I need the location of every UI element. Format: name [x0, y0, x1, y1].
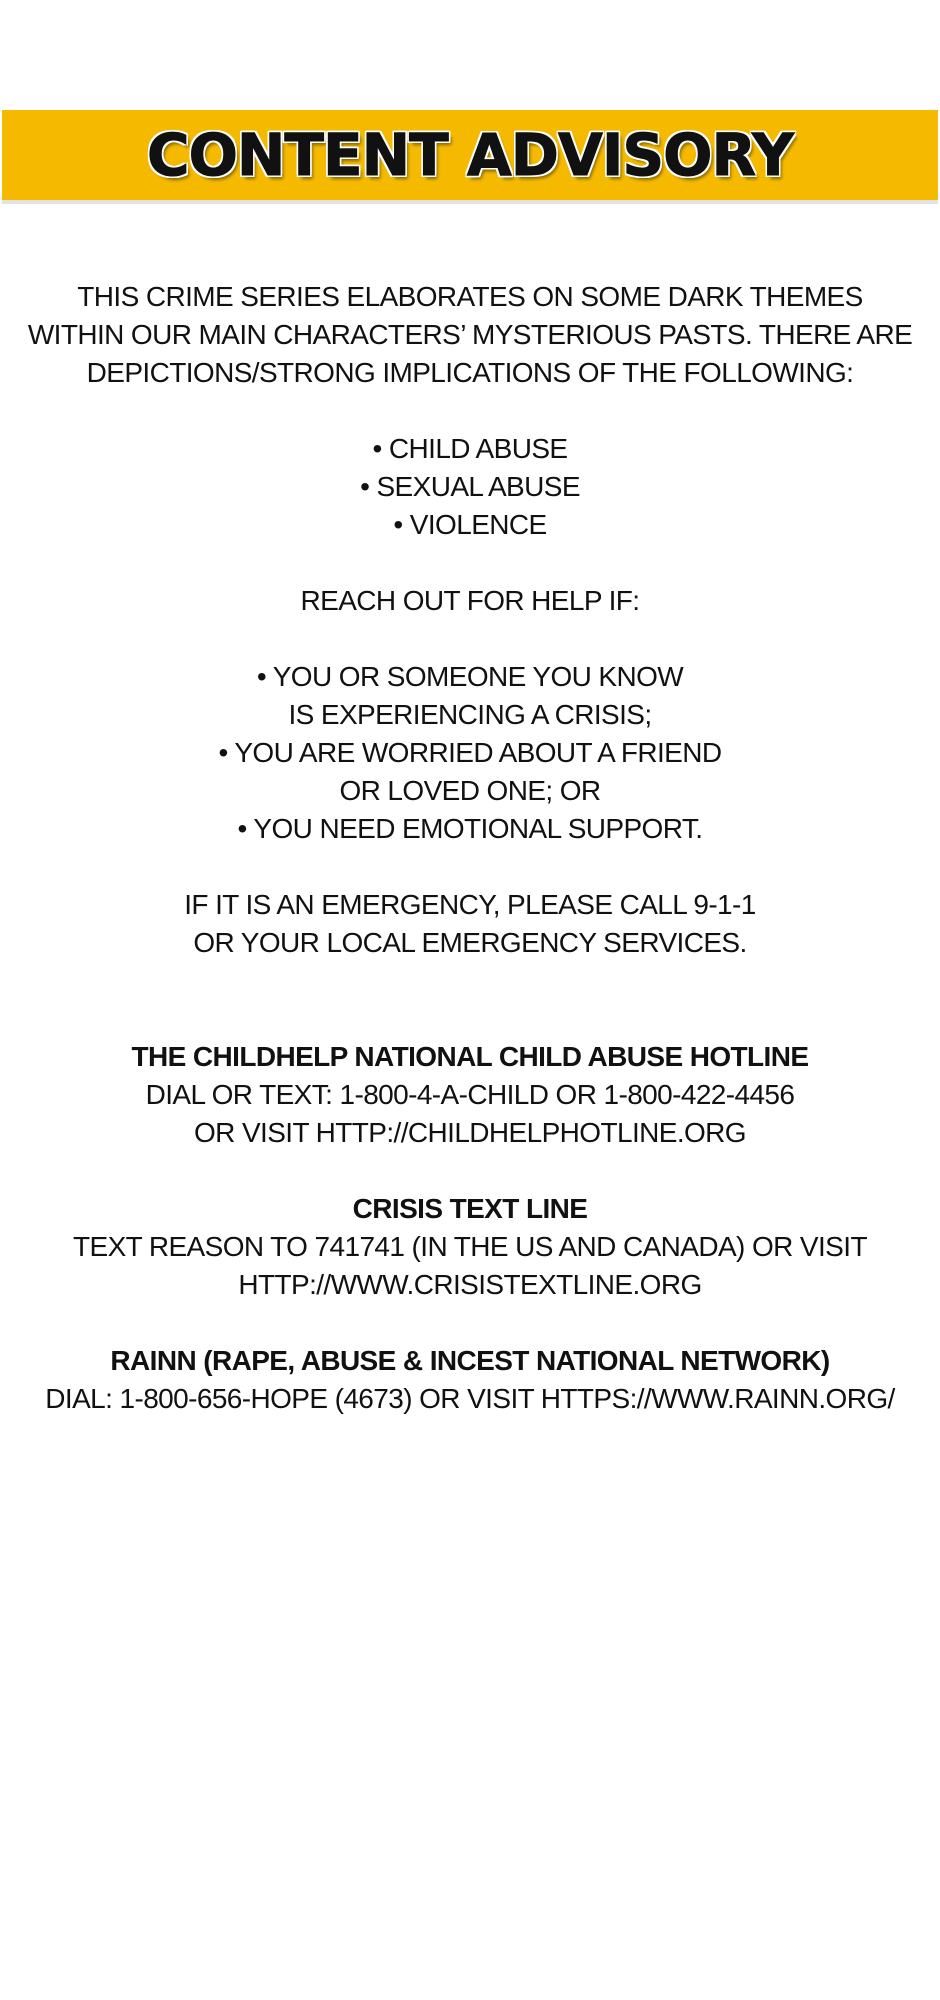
intro-line: DEPICTIONS/STRONG IMPLICATIONS OF THE FOLLOWING: [86, 357, 854, 388]
intro-paragraph [0, 278, 940, 392]
resource-line: TEXT REASON TO 741741 (IN THE US AND CANADA) OR VISIT [73, 1231, 867, 1262]
advisory-banner [2, 110, 938, 200]
banner-title: CONTENT ADVISORY [147, 121, 793, 189]
theme-item: • VIOLENCE [393, 509, 547, 540]
themes-list [0, 430, 940, 544]
help-item: • YOU ARE WORRIED ABOUT A FRIEND [218, 737, 722, 768]
help-item: • YOU OR SOMEONE YOU KNOW [256, 661, 684, 692]
resource-name: THE CHILDHELP NATIONAL CHILD ABUSE HOTLINE [131, 1041, 809, 1072]
emergency-line: IF IT IS AN EMERGENCY, PLEASE CALL 9-1-1 [184, 889, 756, 920]
help-item: IS EXPERIENCING A CRISIS; [288, 699, 652, 730]
resource-line: DIAL: 1-800-656-HOPE (4673) OR VISIT HTTPS://WWW.RAINN.ORG/ [45, 1383, 895, 1414]
theme-item: • CHILD ABUSE [372, 433, 568, 464]
help-item: OR LOVED ONE; OR [339, 775, 601, 806]
resource-crisis-text-line [0, 1190, 940, 1304]
intro-line: WITHIN OUR MAIN CHARACTERS’ MYSTERIOUS PASTS. THERE ARE [27, 319, 913, 350]
emergency-line: OR YOUR LOCAL EMERGENCY SERVICES. [193, 927, 747, 958]
emergency-notice [0, 886, 940, 962]
resource-line: HTTP://WWW.CRISISTEXTLINE.ORG [238, 1269, 702, 1300]
help-list [0, 658, 940, 848]
help-heading: REACH OUT FOR HELP IF: [300, 585, 640, 616]
resource-line: DIAL OR TEXT: 1-800-4-A-CHILD OR 1-800-422-4456 [145, 1079, 795, 1110]
resource-name: RAINN (RAPE, ABUSE & INCEST NATIONAL NETWORK) [110, 1345, 830, 1376]
advisory-body [0, 278, 940, 1418]
resource-childhelp [0, 1038, 940, 1152]
resource-rainn [0, 1342, 940, 1418]
intro-line: THIS CRIME SERIES ELABORATES ON SOME DARK THEMES [77, 281, 863, 312]
help-item: • YOU NEED EMOTIONAL SUPPORT. [237, 813, 703, 844]
resource-name: CRISIS TEXT LINE [352, 1193, 588, 1224]
theme-item: • SEXUAL ABUSE [360, 471, 580, 502]
resource-line: OR VISIT HTTP://CHILDHELPHOTLINE.ORG [194, 1117, 746, 1148]
